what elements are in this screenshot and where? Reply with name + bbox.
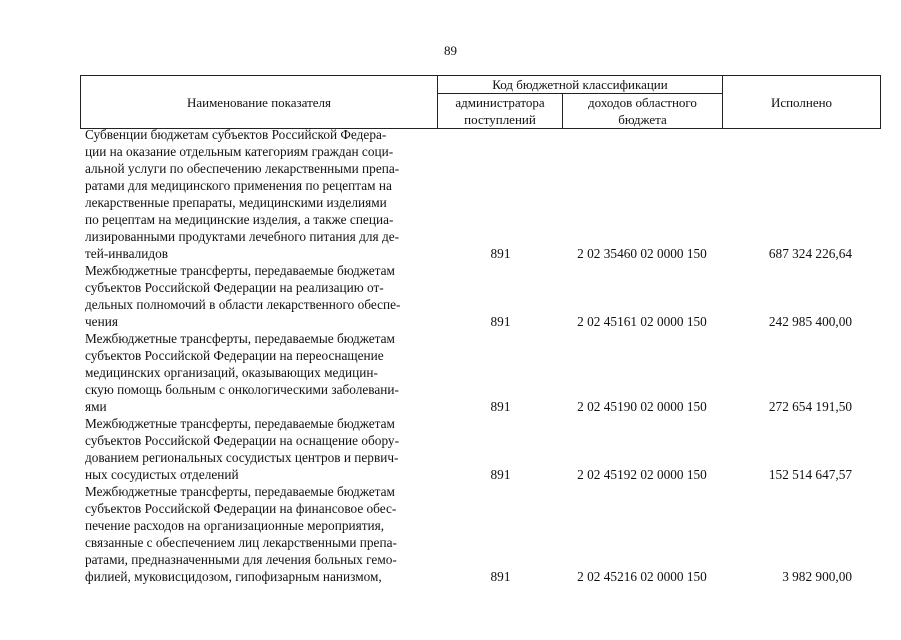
- row-name-line: Межбюджетные трансферты, передаваемые бюджетам: [85, 484, 395, 499]
- row-name-line: Межбюджетные трансферты, передаваемые бюджетам: [85, 416, 395, 431]
- row-name: [85, 483, 435, 585]
- row-name-line: по рецептам на медицинские изделия, а также специа-: [85, 212, 394, 227]
- row-income-code: 2 02 45190 02 0000 150: [577, 399, 707, 414]
- budget-code-group-header: Код бюджетной классификации: [438, 76, 723, 94]
- row-admin-code: 891: [490, 569, 511, 584]
- row-name-line: Субвенции бюджетам субъектов Российской Федера-: [85, 127, 387, 142]
- row-admin-code: 891: [490, 467, 511, 482]
- row-admin-code: 891: [490, 399, 511, 414]
- row-name-line: Межбюджетные трансферты, передаваемые бюджетам: [85, 331, 395, 346]
- row-name-line: ратами для медицинского применения по рецептам на: [85, 178, 392, 193]
- row-income-code: 2 02 45192 02 0000 150: [577, 467, 707, 482]
- row-name-line: субъектов Российской Федерации на реализацию от-: [85, 280, 384, 295]
- row-income-code: 2 02 35460 02 0000 150: [577, 246, 707, 261]
- row-name: [85, 262, 435, 330]
- row-name-line: тей-инвалидов: [85, 246, 169, 261]
- row-name-line: ции на оказание отдельным категориям граждан соци-: [85, 144, 394, 159]
- row-name: [85, 330, 435, 415]
- table-header: [80, 75, 881, 129]
- page-number: 89: [444, 43, 457, 58]
- row-name-line: скую помощь больным с онкологическими заболевани-: [85, 382, 399, 397]
- row-name-line: субъектов Российской Федерации на переоснащение: [85, 348, 384, 363]
- row-income-code: 2 02 45161 02 0000 150: [577, 314, 707, 329]
- row-executed-value: 3 982 900,00: [782, 569, 852, 584]
- row-name: [85, 415, 435, 483]
- table-row: [0, 415, 901, 483]
- row-executed-value: 152 514 647,57: [768, 467, 852, 482]
- table-row: [0, 330, 901, 415]
- row-executed-value: 272 654 191,50: [768, 399, 852, 414]
- income-column-header: доходов областного бюджета: [563, 94, 723, 129]
- row-name-line: альной услуги по обеспечению лекарственными препа-: [85, 161, 400, 176]
- row-name-line: ями: [85, 399, 107, 414]
- row-name-line: дованием региональных сосудистых центров и первич-: [85, 450, 399, 465]
- row-name: [85, 126, 435, 262]
- row-name-line: филией, муковисцидозом, гипофизарным нанизмом,: [85, 569, 382, 584]
- row-name-line: ратами, предназначенными для лечения больных гемо-: [85, 552, 397, 567]
- row-name-line: Межбюджетные трансферты, передаваемые бюджетам: [85, 263, 395, 278]
- row-income-code: 2 02 45216 02 0000 150: [577, 569, 707, 584]
- row-name-line: лекарственные препараты, медицинскими изделиями: [85, 195, 387, 210]
- table-row: [0, 483, 901, 585]
- row-name-line: дельных полномочий в области лекарственного обеспе-: [85, 297, 401, 312]
- row-name-line: субъектов Российской Федерации на финансовое обес-: [85, 501, 397, 516]
- row-name-line: чения: [85, 314, 118, 329]
- table-body: [0, 126, 901, 585]
- row-executed-value: 242 985 400,00: [768, 314, 852, 329]
- row-name-line: медицинских организаций, оказывающих медицин-: [85, 365, 378, 380]
- row-name-line: субъектов Российской Федерации на оснащение обору-: [85, 433, 400, 448]
- name-column-header: Наименование показателя: [81, 76, 438, 129]
- row-name-line: лизированными продуктами лечебного питания для де-: [85, 229, 400, 244]
- executed-column-header: Исполнено: [723, 76, 881, 129]
- row-admin-code: 891: [490, 246, 511, 261]
- row-executed-value: 687 324 226,64: [768, 246, 852, 261]
- row-admin-code: 891: [490, 314, 511, 329]
- admin-column-header: администратора поступлений: [438, 94, 563, 129]
- row-name-line: ных сосудистых отделений: [85, 467, 239, 482]
- row-name-line: связанные с обеспечением лиц лекарственными препа-: [85, 535, 397, 550]
- table-row: [0, 126, 901, 262]
- row-name-line: печение расходов на организационные мероприятия,: [85, 518, 385, 533]
- table-row: [0, 262, 901, 330]
